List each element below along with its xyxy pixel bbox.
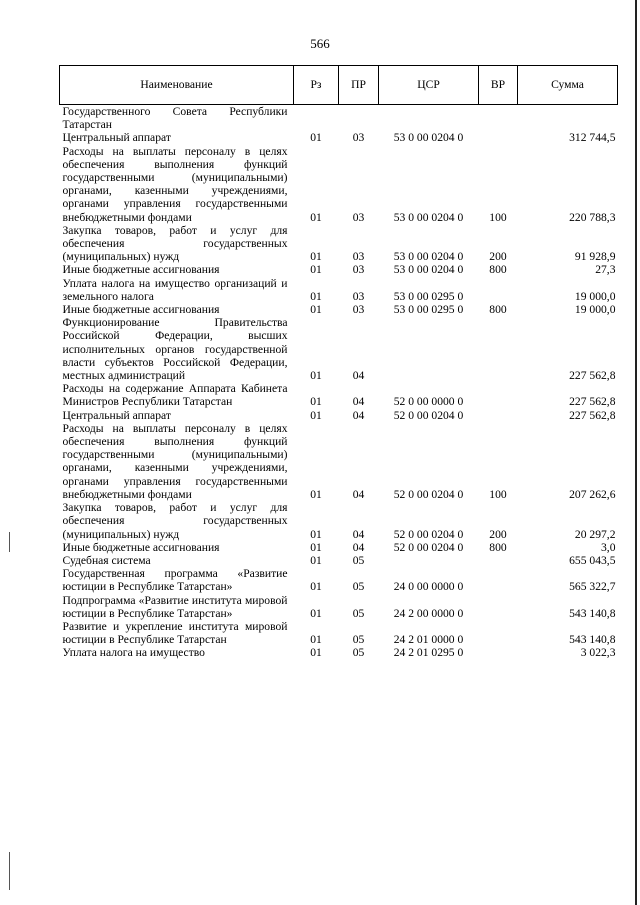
header-name: Наименование <box>60 66 294 105</box>
cell-pr: 04 <box>352 527 365 541</box>
cell-rz: 01 <box>310 303 322 317</box>
cell-csr: 53 0 00 0204 0 <box>393 210 464 224</box>
header-pr: ПР <box>339 66 379 105</box>
table-row <box>60 594 618 620</box>
cell-sum: 19 000,0 <box>574 289 616 303</box>
cell-vr <box>479 646 518 659</box>
table-row <box>60 646 618 659</box>
cell-sum: 312 744,5 <box>569 131 616 145</box>
cell-rz: 01 <box>310 131 322 145</box>
cell-pr: 03 <box>352 210 365 224</box>
cell-csr: 52 0 00 0000 0 <box>393 395 464 409</box>
scan-artifact <box>9 532 10 552</box>
cell-pr: 04 <box>352 540 365 554</box>
cell-pr: 05 <box>352 646 365 660</box>
cell-name: Иные бюджетные ассигнования <box>62 263 220 277</box>
cell-pr: 05 <box>352 580 365 594</box>
cell-vr <box>479 554 518 567</box>
cell-csr: 24 2 01 0000 0 <box>393 633 464 647</box>
cell-vr <box>479 567 518 593</box>
page-number: 566 <box>310 36 330 51</box>
table-row <box>60 541 618 554</box>
cell-csr: 52 0 00 0204 0 <box>393 408 464 422</box>
cell-csr: 52 0 00 0204 0 <box>393 540 464 554</box>
cell-vr: 800 <box>489 303 507 317</box>
cell-name: Расходы на выплаты персоналу в целях обеспечения выполнения функций государственными (муниципальными) органами, казенными учреждениями, органами управления государственными внебюджетными фондами <box>62 421 288 501</box>
cell-rz: 01 <box>310 527 322 541</box>
cell-pr: 03 <box>352 303 365 317</box>
cell-pr: 03 <box>352 263 365 277</box>
cell-name: Центральный аппарат <box>62 408 171 422</box>
cell-rz: 01 <box>310 487 322 501</box>
cell-sum: 227 562,8 <box>569 408 616 422</box>
table-row <box>60 422 618 501</box>
cell-vr: 200 <box>489 250 507 264</box>
cell-sum: 543 140,8 <box>569 633 616 647</box>
cell-rz: 01 <box>310 553 322 567</box>
header-rz: Рз <box>294 66 339 105</box>
cell-sum: 565 322,7 <box>569 580 616 594</box>
cell-rz <box>294 105 339 132</box>
cell-sum: 3,0 <box>601 540 616 554</box>
cell-sum <box>518 105 618 132</box>
cell-rz: 01 <box>310 540 322 554</box>
cell-name: Иные бюджетные ассигнования <box>62 303 220 317</box>
cell-csr: 24 2 00 0000 0 <box>393 606 464 620</box>
cell-rz: 01 <box>310 210 322 224</box>
cell-sum: 655 043,5 <box>569 553 616 567</box>
table-row <box>60 316 618 382</box>
cell-vr: 100 <box>489 487 507 501</box>
cell-vr: 800 <box>489 540 507 554</box>
cell-rz: 01 <box>310 263 322 277</box>
cell-sum: 220 788,3 <box>569 210 616 224</box>
cell-pr: 05 <box>352 633 365 647</box>
cell-rz: 01 <box>310 606 322 620</box>
cell-rz: 01 <box>310 633 322 647</box>
cell-csr <box>379 554 479 567</box>
scan-edge <box>635 0 637 905</box>
cell-sum: 20 297,2 <box>574 527 616 541</box>
cell-vr <box>479 131 518 144</box>
cell-sum: 207 262,6 <box>569 487 616 501</box>
cell-sum: 19 000,0 <box>574 303 616 317</box>
cell-sum: 227 562,8 <box>569 369 616 383</box>
budget-table-body <box>60 105 618 660</box>
cell-vr <box>479 620 518 646</box>
table-row <box>60 501 618 541</box>
cell-name: Расходы на содержание Аппарата Кабинета Министров Республики Татарстан <box>62 382 288 409</box>
cell-vr <box>479 316 518 382</box>
cell-name: Центральный аппарат <box>62 131 171 145</box>
cell-vr: 800 <box>489 263 507 277</box>
cell-sum: 3 022,3 <box>580 646 616 660</box>
cell-rz: 01 <box>310 646 322 660</box>
cell-sum: 27,3 <box>595 263 616 277</box>
cell-name: Закупка товаров, работ и услуг для обеспечения государственных (муниципальных) нужд <box>62 223 288 264</box>
table-row <box>60 620 618 646</box>
cell-vr: 200 <box>489 527 507 541</box>
cell-sum: 227 562,8 <box>569 395 616 409</box>
table-row <box>60 224 618 264</box>
cell-csr <box>379 105 479 132</box>
cell-csr: 52 0 00 0204 0 <box>393 527 464 541</box>
cell-csr: 24 0 00 0000 0 <box>393 580 464 594</box>
cell-name: Расходы на выплаты персоналу в целях обеспечения выполнения функций государственными (муниципальными) органами, казенными учреждениями, органами управления государственными внебюджетными фондами <box>62 144 288 224</box>
cell-name: Подпрограмма «Развитие института мировой юстиции в Республике Татарстан» <box>62 593 288 620</box>
cell-name: Судебная система <box>62 553 151 567</box>
cell-pr <box>339 105 379 132</box>
cell-pr: 05 <box>352 606 365 620</box>
cell-name: Государственного Совета Республики Татарстан <box>62 105 288 132</box>
cell-vr <box>479 409 518 422</box>
cell-pr: 04 <box>352 487 365 501</box>
table-row <box>60 145 618 224</box>
cell-rz: 01 <box>310 580 322 594</box>
table-header-row <box>60 66 618 105</box>
cell-csr: 53 0 00 0295 0 <box>393 303 464 317</box>
cell-csr <box>379 316 479 382</box>
table-row <box>60 554 618 567</box>
cell-csr: 53 0 00 0295 0 <box>393 289 464 303</box>
table-row <box>60 131 618 144</box>
cell-csr: 53 0 00 0204 0 <box>393 131 464 145</box>
cell-sum: 543 140,8 <box>569 606 616 620</box>
cell-rz: 01 <box>310 395 322 409</box>
cell-pr: 03 <box>352 250 365 264</box>
cell-sum: 91 928,9 <box>574 250 616 264</box>
cell-pr: 04 <box>352 369 365 383</box>
cell-vr <box>479 105 518 132</box>
cell-pr: 04 <box>352 408 365 422</box>
table-row <box>60 382 618 408</box>
cell-csr: 24 2 01 0295 0 <box>393 646 464 660</box>
table-row <box>60 105 618 132</box>
cell-vr <box>479 277 518 303</box>
cell-name: Функционирование Правительства Российской Федерации, высших исполнительных органов государственной власти субъектов Российской Федерации, местных администраций <box>62 316 288 383</box>
cell-name: Уплата налога на имущество организаций и земельного налога <box>62 276 288 303</box>
cell-name: Уплата налога на имущество <box>62 646 205 660</box>
header-vr: ВР <box>479 66 518 105</box>
cell-name: Государственная программа «Развитие юстиции в Республике Татарстан» <box>62 567 288 594</box>
table-row <box>60 409 618 422</box>
header-csr: ЦСР <box>379 66 479 105</box>
cell-csr: 53 0 00 0204 0 <box>393 250 464 264</box>
budget-table <box>59 65 618 660</box>
table-row <box>60 277 618 303</box>
cell-name: Иные бюджетные ассигнования <box>62 540 220 554</box>
table-row <box>60 303 618 316</box>
cell-rz: 01 <box>310 250 322 264</box>
cell-rz: 01 <box>310 369 322 383</box>
cell-pr: 05 <box>352 553 365 567</box>
cell-name: Развитие и укрепление института мировой юстиции в Республике Татарстан <box>62 619 288 647</box>
table-row <box>60 567 618 593</box>
cell-csr: 53 0 00 0204 0 <box>393 263 464 277</box>
cell-rz: 01 <box>310 408 322 422</box>
cell-pr: 04 <box>352 395 365 409</box>
cell-vr: 100 <box>489 210 507 224</box>
cell-vr <box>479 594 518 620</box>
cell-name: Закупка товаров, работ и услуг для обеспечения государственных (муниципальных) нужд <box>62 501 288 541</box>
cell-pr: 03 <box>352 289 365 303</box>
cell-pr: 03 <box>352 131 365 145</box>
header-sum: Сумма <box>518 66 618 105</box>
cell-csr: 52 0 00 0204 0 <box>393 487 464 501</box>
cell-rz: 01 <box>310 289 322 303</box>
cell-vr <box>479 382 518 408</box>
scan-artifact <box>9 852 10 890</box>
table-row <box>60 263 618 276</box>
